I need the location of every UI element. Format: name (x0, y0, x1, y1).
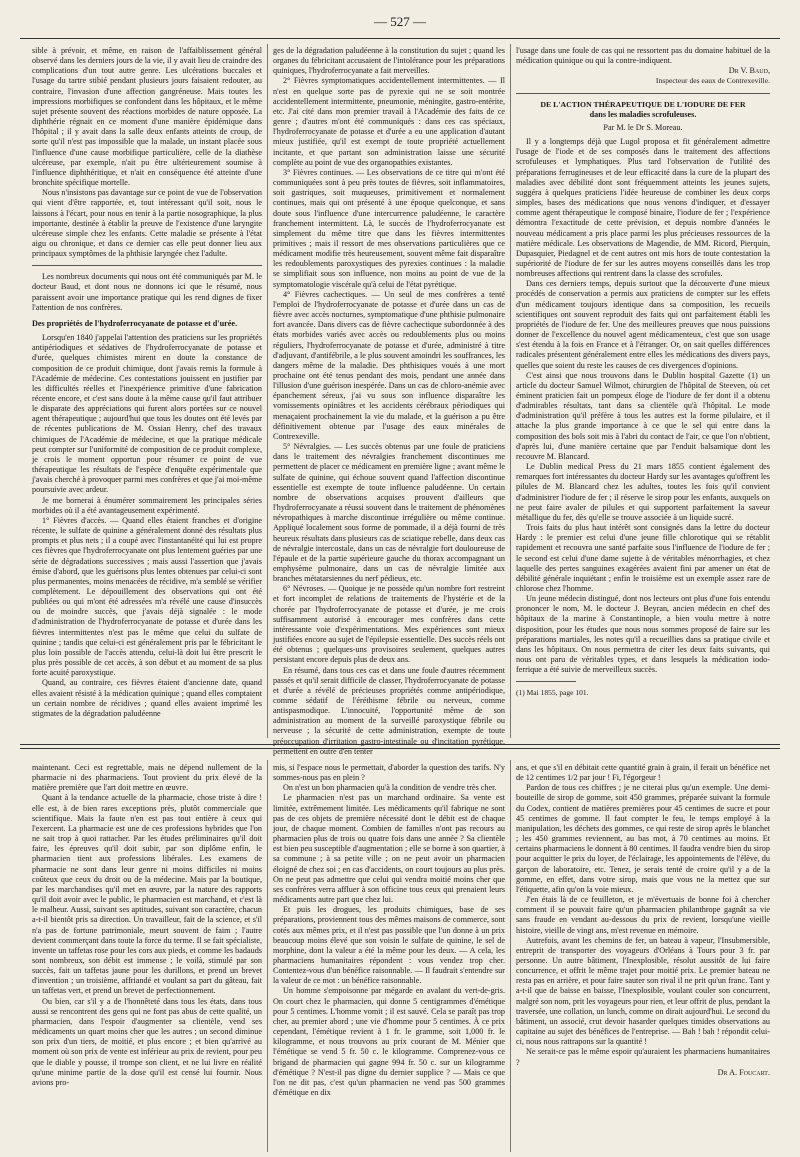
feuilleton-rule-2 (20, 748, 780, 749)
footnote-rule (516, 681, 576, 682)
column-separator (267, 44, 268, 738)
column-5 (273, 763, 505, 1151)
column-separator (267, 760, 268, 1152)
paragraph: Un jeune médecin distingué, dont nos lecteurs ont plus d'une fois entendu prononcer le nom, M. le docteur J. Beyran, ancien médecin en chef des hôpitaux de la marine à Constantinople, a bien voulu mettre à notre disposition, pour les études que nous nous sommes proposé de faire sur les préparations martiales, les notes qu'il a recueillies dans sa pratique civile et dans les hôpitaux. On nous permettra de citer les deux faits suivants, qui nous ont paru de véritables types, et dans lesquels la médication iodo-ferrique a été suivie de merveilleux succès. (516, 594, 770, 675)
paragraph: l'usage dans une foule de cas qui ne ressortent pas du domaine habituel de la médication quinique ou qui la contre-indiquent. (516, 46, 770, 66)
paragraph: Pardon de tous ces chiffres ; je ne citerai plus qu'un exemple. Une demi-bouteille de sirop de gomme, soit 450 grammes, préparée suivant la formule du Codex, contient de matières premières pour 45 centimes de sucre et pour 45 centimes de gomme. Il faut compter le feu, le temps employé à la manipulation, les déchets des gommes, ce qui reste de sirop après le blanchet ; les 450 grammes reviennent, au bas mot, à 70 centimes au moins. Et certains pharmaciens le donnent à 80 centimes. Il faudra vendre bien du sirop pour acquitter le prix du loyer, de l'éclairage, les appointements de l'élève, du garçon de laboratoire, etc. Tenez, je serais tenté de croire qu'il y a de la gomme, en effet, dans votre sirop, mais que vous ne la mettez que sur l'étiquette, afin qu'on la voie mieux. (516, 783, 770, 894)
column-2 (273, 46, 505, 756)
paragraph: J'en étais là de ce feuilleton, et je m'évertuais de bonne foi à chercher comment il se pouvait faire qu'un pharmacien philanthrope gagnât sa vie sans fraude en vendant au-dessous du prix de revient, lorsqu'une vieille histoire, vieille de vingt ans, m'est revenue en mémoire. (516, 895, 770, 935)
paragraph: Ne serait-ce pas le même espoir qu'auraient les pharmaciens humanitaires ? (516, 1047, 770, 1067)
paragraph: Ou bien, car s'il y a de l'honnêteté dans tous les états, dans tous aussi se rencontrent des gens qui ne font pas abus de cette qualité, un pharmacien, dans l'espoir d'augmenter sa clientèle, vend ses médicaments un quart moins cher que les autres ; un second diminue son prix d'un tiers, de moitié, et plus encore ; et bien qu'arrivé au moment où son prix de vente est inférieur au prix de revient, pour peu que le diable y pousse, il trompe son client, et ne lui livre en réalité qu'une minime partie de la dose qu'il est censé lui fournir. Nous avions pro- (32, 996, 262, 1087)
top-rule (20, 38, 780, 39)
paragraph: maintenant. Ceci est regrettable, mais ne dépend nullement de la pharmacie ni des pharmaciens. Tout provient du prix élevé de la matière première que l'art doit mettre en œuvre. (32, 763, 262, 793)
paragraph: Quant à la tendance actuelle de la pharmacie, chose triste à dire ! elle est, à de bien rares exceptions près, plutôt commerciale que scientifique. Mais la faute n'en est pas tout entière à ceux qui l'exercent. La pharmacie est une de ces professions hybrides que l'on ne sait trop à quoi rattacher. Par les études préliminaires qu'il doit faire, les épreuves qu'il doit subir, par son diplôme enfin, le pharmacien tient aux professions libérales. Les examens de pharmacie ne sont dans leur genre ni moins difficiles ni moins coûteux que ceux du droit ou de la médecine. Mais par la boutique, par les marchandises qu'il met en œuvre, par la nature des rapports qu'il doit avoir avec le public, le pharmacien est marchand, et c'est là le malheur. Aussi, suivant ses aptitudes, suivant son caractère, chacun a-t-il bientôt pris sa direction. Un travailleur, fait de la science, et s'il n'a pas de fortune patrimoniale, meurt souvent de faim ; l'autre devient commerçant dans toute la force du terme. Il se fait spécialiste, invente un taffetas rose pour les cors aux pieds, et comme les badauds sont nombreux, son débit est immense ; le voilà, stimulé par son succès, fait un taffetas jaune pour les durillons, et prend un brevet d'invention ; un troisième, affriandé et voulant sa part du gâteau, fait un taffetas vert, et prend un brevet de perfectionnement. (32, 793, 262, 996)
column-6 (516, 763, 770, 1151)
paragraph: 2° Fièvres symptomatiques accidentellement intermittentes. — Il n'est en quelque sorte pas de pyrexie qui ne se soit montrée accidentellement intermittente, pneumonie, méningite, gastro-entérite, etc. J'ai cité dans mon premier travail à l'Académie des faits de ce genre ; d'autres m'ont été communiqués : dans ces cas spéciaux, l'hydroferrocyanate de potasse et d'urée a eu une application d'autant mieux justifiée, qu'il est exempt de toute propriété actuellement incitante, et que partant son administration laisse une sécurité complète au point de vue des organopathies existantes. (273, 76, 505, 167)
paragraph: Trois faits du plus haut intérêt sont consignés dans la lettre du docteur Hardy : le premier est celui d'une jeune fille chlorotique qui se rétablit rapidement et recouvra une santé parfaite sous l'influence de l'iodure de fer ; le second est celui d'une dame sujette à de véritables ménorrhagies, et chez laquelle des pertes sanguines exagérées avaient fini par amener un état de débilité générale inquiétant ; enfin le troisième est un exemple assez rare de chlorose chez l'homme. (516, 523, 770, 593)
paragraph: Nous n'insistons pas davantage sur ce point de vue de l'observation qui vient d'être rapportée, et, tout intéressant qu'il soit, nous le laissons à l'écart, pour nous en tenir à la partie nosographique, la plus importante, destinée à établir la preuve de l'existence d'une laryngite ulcéreuse simple chez les enfants. Cette maladie se présente à l'état aigu ou chronique, et dans ce dernier cas elle peut donner lieu aux principaux symptômes de la phthisie laryngée chez l'adulte. (32, 188, 262, 259)
footnote: (1) Mai 1855, page 101. (516, 688, 589, 698)
article-title: DE L'ACTION THÉRAPEUTIQUE DE L'IODURE DE FER (540, 99, 746, 109)
paragraph: ans, et que s'il en débitait cette quantité grain à grain, il ferait un bénéfice net de 12 centimes 1/2 par jour ! Fi, l'égorgeur ! (516, 763, 770, 783)
paragraph: En résumé, dans tous ces cas et dans une foule d'autres récemment passés et qu'il serait difficile de classer, l'hydroferrocyanate de potasse et d'urée a révélé de précieuses propriétés comme antipériodique, comme sédatif de l'éréthisme fébrile ou nerveux, comme antispasmodique. L'innocuité, l'opportunité même de son administration au moment de la surveillé paroxystique fébrile ou nerveuse ; la sécurité de cette administration, exempte de toute préoccupation d'irritation gastro-intestinale ou d'incitation pyrétique, permettent en outre d'en tenter (273, 665, 505, 756)
paragraph: Et puis les drogues, les produits chimiques, base de ses préparations, proviennent tous des mêmes maisons de commerce, sont cotés aux mêmes prix, et il n'est pas possible que l'un donne à un prix beaucoup moins élevé que son voisin le sulfate de quinine, le sel de morphine, dont la valeur a été la même pour les deux. — A cela, les pharmaciens humanitaires répondent : vous vendez trop cher. Contentez-vous d'un bénéfice raisonnable. — Il faudrait s'entendre sur la valeur de ce mot : un bénéfice raisonnable. (273, 905, 505, 986)
paragraph: 3° Fièvres continues. — Les observations de ce titre qui m'ont été communiquées sont à peu près toutes de fièvres, soit inflammatoires, soit gastriques, soit muqueuses, primitivement et normalement continues, mais qui ont présenté à une époque quelconque, et sans doute sous l'influence d'une intercurrence paludéenne, le caractère franchement intermittent. Là, le succès de l'hydroferrocyanate est simplement du même titre que dans les fièvres intermittentes primitives ; mais il ressort de mes observations particulières que ce médicament modifie très heureusement, souvent même fait disparaître les redoublements paroxystiques des pyrexies continues : la maladie se simplifiait sous son influence, non moins au point de vue de la symptomatologie viscérale qu'à celui de l'état pyrétique. (273, 167, 505, 289)
feuilleton-rule (20, 744, 780, 745)
paragraph: Dans ces derniers temps, depuis surtout que la découverte d'une mieux procédés de conservation a permis aux praticiens de compter sur les effets d'un médicament toujours identique dans sa composition, les recueils scientifiques ont souvent reproduit des faits qui ont parfaitement établi les propriétés de l'iodure de fer. Une des meilleures preuves que nous puissions donner de l'excellence du nouvel agent médicamenteux, c'est que son usage s'est étendu à la fois en France et à l'étranger. Or, on sait quelles différences radicales présentent généralement entre elles les médications des divers pays, quelles que soient du reste les causes de ces divergences d'opinions. (516, 279, 770, 370)
signature: Dr A. Foucart. (717, 1067, 770, 1077)
paragraph: Autrefois, avant les chemins de fer, un bateau à vapeur, l'Insubmersible, entreprit de transporter des voyageurs d'Orléans à Tours pour 3 fr. par personne. Un autre bâtiment, l'Inexplosible, résolut aussitôt de lui faire concurrence, et offrit le même trajet pour moitié prix. Le premier bateau ne resta pas en arrière, et pour faire sauter son rival il ne prit qu'un franc. Tant y a-t-il que de baisse en baisse, l'Inexplosible, voulant couler son concurrent, malgré son nom, prit les voyageurs pour rien, et leur offrit de plus, pendant la traversée, une collation, un lunch, comme on dirait aujourd'hui. Le second du bâtiment, un associé, crut devoir hasarder quelques timides observations au capitaine au sujet des bénéfices de l'entreprise. — Bah ! bah ! répondit celui-ci, nous nous rattrapons sur la quantité ! (516, 935, 770, 1047)
paragraph: sible à prévoir, et même, en raison de l'affaiblissement général observé dans les derniers jours de la vie, il y avait lieu de craindre des complications d'un tout autre genre. Les ulcérations buccales et l'usage du tartre stibié pendant plusieurs jours faisaient redouter, au contraire, l'invasion d'une affection gangréneuse. Mais toutes les impressions morbifiques se confondent dans les hôpitaux, et le même sujet présente souvent des réactions morbides de nature opposée. La diphthérie régnait en ce moment d'une manière épidémique dans l'hôpital ; il y avait dans la salle deux enfants atteints de croup, de sorte qu'il n'est pas impossible que la malade, un instant placée sous l'influence d'une cause morbifique particulière, celle de la diathèse ulcéreuse, par exemple, n'ait pu être ultérieurement soumise à l'influence diphthéritique, et n'ait en conséquence été atteinte d'une bronchite spécifique mortelle. (32, 46, 262, 188)
paragraph: mis, si l'espace nous le permettait, d'aborder la question des tarifs. N'y sommes-nous pas en plein ? (273, 763, 505, 783)
paragraph: Je me bornerai à énumérer sommairement les principales séries morbides où il a été avantageusement expérimenté. (32, 495, 262, 515)
paragraph: Lorsqu'en 1840 j'appelai l'attention des praticiens sur les propriétés antipériodiques et sédatives de l'hydroferrocyanate de potasse et d'urée, quelques chimistes mirent en doute la constance de composition de ce produit chimique, dont j'avais remis la formule à l'Académie de médecine. Ces contestations jouissent en justifier par les difficultés réelles et l'inexpérience primitive d'une fabrication récente encore, et c'est sans doute à la même cause qu'il faut attribuer le disparate des appréciations qui furent alors portées sur ce nouvel agent thérapeutique ; aujourd'hui que tous les doutes ont été levés par de récentes publications de M. Ossian Henry, chef des travaux chimiques de l'Académie de médecine, et que la pratique médicale peut compter sur l'uniformité de composition de ce produit complexe, je crois le moment opportun pour résumer ce point de vue thérapeutique les résultats de l'espèce d'enquête expérimentale que j'avais cherché à provoquer parmi mes confrères et que j'ai moi-même poursuivie avec ardeur. (32, 333, 262, 495)
section-heading: Des propriétés de l'hydroferrocyanate de potasse et d'urée. (32, 318, 238, 328)
signature: Dr V. Baud, (728, 66, 770, 76)
divider (516, 93, 770, 94)
paragraph: Il y a longtemps déjà que Lugol proposa et fit généralement admettre l'usage de l'iode et de ses composés dans le traitement des affections scrofuleuses et lymphatiques. Plus tard l'observation de l'utilité des préparations ferrugineuses et de leur efficacité dans la cure de la plupart des maladies avec débilité dont sont fréquemment atteints les jeunes sujets, suggéra à quelques praticiens l'idée heureuse de combiner les deux corps simples, bases des médications que nous venons d'indiquer, et d'essayer comme agent thérapeutique le composé binaire, l'iodure de fer ; l'expérience démontra l'exactitude de cette prévision, et depuis nombre d'années le nouveau médicament a pris place parmi les plus précieuses ressources de la matière médicale. Les observations de Magendie, de MM. Ricord, Pierquin, Dupasquier, Piedagnel et de cent autres ont mis hors de toute contestation la supériorité de l'iodure de fer sur les autres moyens conseillés dans les trop nombreuses affections qui rentrent dans la classe des scrofules. (516, 137, 770, 279)
column-4 (32, 763, 262, 1151)
signature-title: Inspecteur des eaux de Contrexeville. (655, 76, 770, 86)
paragraph: 1° Fièvres d'accès. — Quand elles étaient franches et d'origine récente, le sulfate de quinine a généralement donné des résultats plus prompts et plus nets ; il a coupé avec l'instantanéité qui lui est propre ces fièvres que l'hydroferrocyanate ont plus lentement guéries par une série de dégradations successives ; mais aussi l'assertion que j'avais émise d'abord, que les guérisons plus lentes obtenues par celui-ci sont plus permanentes, moins menacées de récidive, m'a semblé se vérifier complètement. Le dépouillement des observations qui ont été publiées ou qui m'ont été adressées m'a révélé une cause d'insuccès ou de moindre succès, que j'avais déjà signalée : le mode d'administration de l'hydroferrocyanate de potasse et d'urée dans les fièvres intermittentes n'est pas le même que celui du sulfate de quinine ; tandis que celui-ci est généralement pris par le fébricitant le plus loin possible de l'accès attendu, celui-là doit lui être prescrit le plus près possible de cet accès, à son début et au moment de sa plus forte acuité paroxystique. (32, 515, 262, 678)
article-author: Par M. le Dr S. Moreau. (603, 122, 683, 132)
column-1 (32, 46, 262, 736)
paragraph: On n'est un bon pharmacien qu'à la condition de vendre très cher. (283, 783, 497, 793)
column-separator (510, 760, 511, 1152)
paragraph: Le pharmacien n'est pas un marchand ordinaire. Sa vente est limitée, extrêmement limitée. Les médicaments qu'il fabrique ne sont pas de ces objets de première nécessité dont le débit est de chaque jour, de chaque moment. Combien de familles n'ont pas recours au pharmacien plus de trois ou quatre fois dans une année ? Sa clientèle est bien peu susceptible d'augmentation ; elle se borne à son quartier, à sa commune ; à sa petite ville ; on ne peut avoir un pharmacien éloigné de chez soi ; en cas d'accidents, on court toujours au plus près. On ne peut pas admettre que celui qui vendra moitié moins cher que ses confrères verra affluer à son officine tous ceux qui prenaient leurs médicaments autre part que chez lui. (273, 793, 505, 905)
paragraph: 5° Névralgies. — Les succès obtenus par une foule de praticiens dans le traitement des névralgies franchement discontinues me permettent de placer ce médicament en première ligne ; avant même le sulfate de quinine, qui échoue souvent quand l'affection discontinue essentielle est exempte de toute influence paludéenne. Un certain nombre de observations acquises prouvent d'ailleurs que l'hydroferrocyanate a réussi souvent dans le traitement de phénomènes névropathiques à marche discontinue irrégulière ou même continue. Appliqué localement sous forme de pommade, il a déjà fourni de très heureux résultats dans plusieurs cas de sciatique rebelle, dans deux cas de névralgie intercostale, dans un cas de névralgie fort douloureuse de l'épaule et de la partie supérieure gauche du thorax accompagnant un emphysème pulmonaire, dans un cas de névralgie limitée aux branches métatarsiennes du nerf pédieux, etc. (273, 442, 505, 584)
paragraph: ges de la dégradation paludéenne à la constitution du sujet ; quand les organes du fébricitant accusaient de l'intolérance pour les préparations quiniques, l'hydroferrocyanate a fait merveilles. (273, 46, 505, 76)
paragraph: Un homme s'empoisonne par mégarde en avalant du vert-de-gris. On court chez le pharmacien, qui donne 5 centigrammes d'émétique pour 5 centimes. L'homme vomit ; il est sauvé. Cela se paraît pas trop cher, au premier abord ; une vie d'homme pour 5 centimes. À ce prix cependant, l'émétique revient à 1 fr. le gramme, soit 1,000 fr. le kilogramme, et nous trouvons au prix courant de M. Ménier que l'émétique se vend 5 fr. 50 c. le kilogramme. Comprenez-vous ce brigand de pharmacien qui gagne 994 fr. 50 c. sur un kilogramme d'émétique ? N'est-il pas digne du dernier supplice ? — Mais ce que l'on ne dit pas, c'est qu'un pharmacien ne vend pas 500 grammes d'émétique en dix (273, 986, 505, 1097)
page-number: — 527 — (374, 14, 426, 29)
divider (32, 265, 262, 266)
paragraph: C'est ainsi que nous trouvons dans le Dublin hospital Gazette (1) un article du docteur Samuel Wilmot, chirurgien de l'hôpital de Steeven, où cet éminent praticien fait un pompeux éloge de l'iodure de fer dont il a obtenu d'admirables résultats, tant dans sa clientèle qu'à l'hôpital. Le mode d'administration qu'il préfère à tous les autres est la forme pilulaire, et il attache la plus grande importance à ce que le sel qui entre dans la composition des bols soit mis à l'abri du contact de l'air, ce que l'on n'obtient, d'après lui, d'une manière certaine que par l'enduit balsamique dont les recouvre M. Blancard. (516, 370, 770, 461)
column-separator (510, 44, 511, 738)
paragraph: 6° Névroses. — Quoique je ne possède qu'un nombre fort restreint et fort incomplet de relations de traitements de l'hystérie et de la chorée par l'hydroferrocyanate de potasse et d'urée, je me crois suffisamment autorisé à encourager mes confrères dans cette intéressante voie d'expérimentations. Mes expériences sont mieux justifiées encore au sujet de l'épilepsie essentielle. Des succès réels ont été obtenus ; quelques-uns provisoires seulement, quelques autres persistant encore depuis plus de deux ans. (273, 584, 505, 665)
paragraph: Le Dublin medical Press du 21 mars 1855 contient également des remarques fort intéressantes du docteur Hardy sur les avantages qu'offrent les pilules de M. Blancard chez les adultes, toutes les fois qu'il convient d'administrer l'iodure de fer ; il réserve le sirop pour les enfants, auxquels on ne peut faire avaler de pilules et qui supportent parfaitement la saveur métallique du fer, dès qu'elle se trouve associée à un liquide sucré. (516, 462, 770, 522)
column-3 (516, 46, 770, 736)
paragraph: Quand, au contraire, ces fièvres étaient d'ancienne date, quand elles avaient résisté à la médication quinique ; quand elles comptaient un certain nombre de récidives ; quand elles avaient imprimé les stigmates de la dégradation paludéenne (32, 678, 262, 718)
paragraph: 4° Fièvres cachectiques. — Un seul de mes confrères a tenté l'emploi de l'hydroferrocyanate de potasse et d'urée dans un cas de fièvre avec accès nocturnes, symptomatique d'une phthisie pulmonaire fort avancée. Dans divers cas de fièvre cachectique subordonnée à des états morbides variés avec accès ou redoublements plus ou moins réguliers, l'hydroferrocyanate de potasse et d'urée, administré à titre d'adjuvant, d'antifébrile, a le plus souvent amoindri les souffrances, les dangers même de la maladie. Des phthisiques voués à une mort prochaine ont été tenus pendant des mois, pendant une année dans l'illusion d'une guérison inespérée. Dans un cas de chloro-anémie avec épanchement séreux, j'ai vu sous son influence disparaître les vomissements opiniâtres et les accidents cérébraux périodiques qui menaçaient prochainement la vie du malade, et la guérison a pu être définitivement obtenue par l'usage des eaux minérales de Contrexeville. (273, 289, 505, 441)
article-subtitle: dans les maladies scrofuleuses. (589, 109, 697, 119)
paragraph: Les nombreux documents qui nous ont été communiqués par M. le docteur Baud, et dont nous ne donnons ici que le résumé, nous paraissent avoir une importance pratique qui les rend dignes de fixer l'attention de nos confrères. (32, 272, 262, 312)
